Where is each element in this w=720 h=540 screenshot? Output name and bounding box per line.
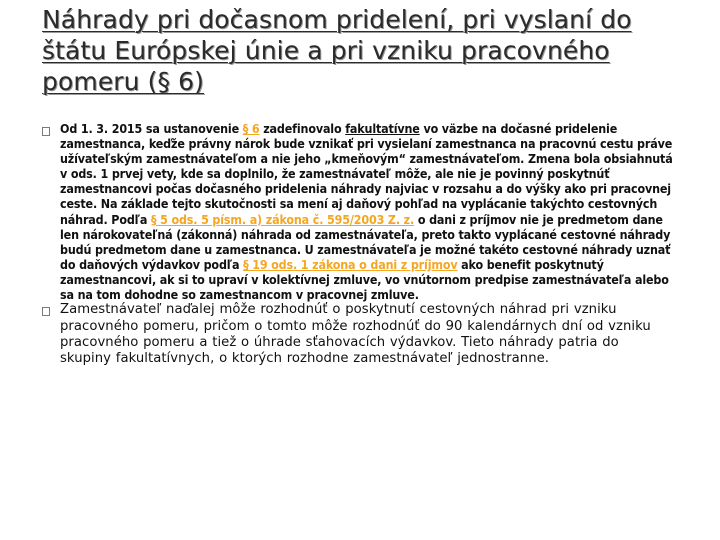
law-link-income-tax-section-19[interactable]: § 19 ods. 1 zákona o dani z príjmov: [243, 256, 458, 272]
text-segment: ako benefit poskytnutý zamestnancovi, ak si to upraví v kolektívnej zmluve, vo vnútornom predpise zamestnávateľa alebo sa na tom dohodne so zamestnancom v pracovnej zmluve.: [60, 256, 669, 303]
bullet-text-2: Zamestnávateľ naďalej môže rozhodnúť o poskytnutí cestovných náhrad pri vzniku pracovného pomeru, pričom o tomto môže rozhodnúť do 90 kalendárnych dní od vzniku pracovného pomeru a tiež o úhrade sťahovacích výdavkov. Tieto náhrady patria do skupiny fakultatívnych, o ktorých rozhodne zamestnávateľ jednostranne.: [60, 302, 651, 367]
law-link-section-6[interactable]: § 6: [242, 121, 260, 136]
square-bullet-icon: [42, 127, 50, 136]
text-segment: o dani z príjmov nie je predmetom dane len nárokovateľná (zákonná) náhrada od zamestnávateľa, preto takto vyplácané cestovné náhrady budú predmetom dane u zamestnanca. U zamestnávateľa je možné takéto cestovné náhrady uznať do daňových výdavkov podľa: [60, 211, 671, 272]
bullet-list: [42, 121, 674, 368]
text-segment: vo väzbe na dočasné pridelenie zamestnanca, keďže právny nárok bude vznikať pri vysielaní zamestnanca na pracovnú cestu práve užívateľským zamestnávateľom a nie jeho „kmeňovým“ zamestnávateľom. Zmena bola obsiahnutá v ods. 1 prvej vety, kde sa doplnilo, že zamestnávateľ môže, ale nie je povinný poskytnúť zamestnancovi počas dočasného pridelenia náhrady najviac v rozsahu a do výšky ako pri pracovnej ceste. Na základe tejto skutočnosti sa mení aj daňový pohľad na vyplácanie takýchto cestovných náhrad. Podľa: [60, 121, 673, 227]
text-segment: Od 1. 3. 2015 sa ustanovenie: [60, 121, 243, 136]
bullet-item-1: [42, 121, 674, 302]
text-segment: zadefinovalo: [259, 121, 346, 136]
law-link-income-tax-section-5[interactable]: § 5 ods. 5 písm. a) zákona č. 595/2003 Z. z.: [150, 211, 415, 227]
square-bullet-icon: [42, 307, 50, 316]
bullet-item-2: [42, 302, 674, 368]
underlined-term: fakultatívne: [345, 121, 420, 136]
slide-title: Náhrady pri dočasnom pridelení, pri vyslaní do štátu Európskej únie a pri vzniku pracovného pomeru (§ 6): [42, 5, 632, 96]
bullet-text-1: [60, 121, 674, 302]
